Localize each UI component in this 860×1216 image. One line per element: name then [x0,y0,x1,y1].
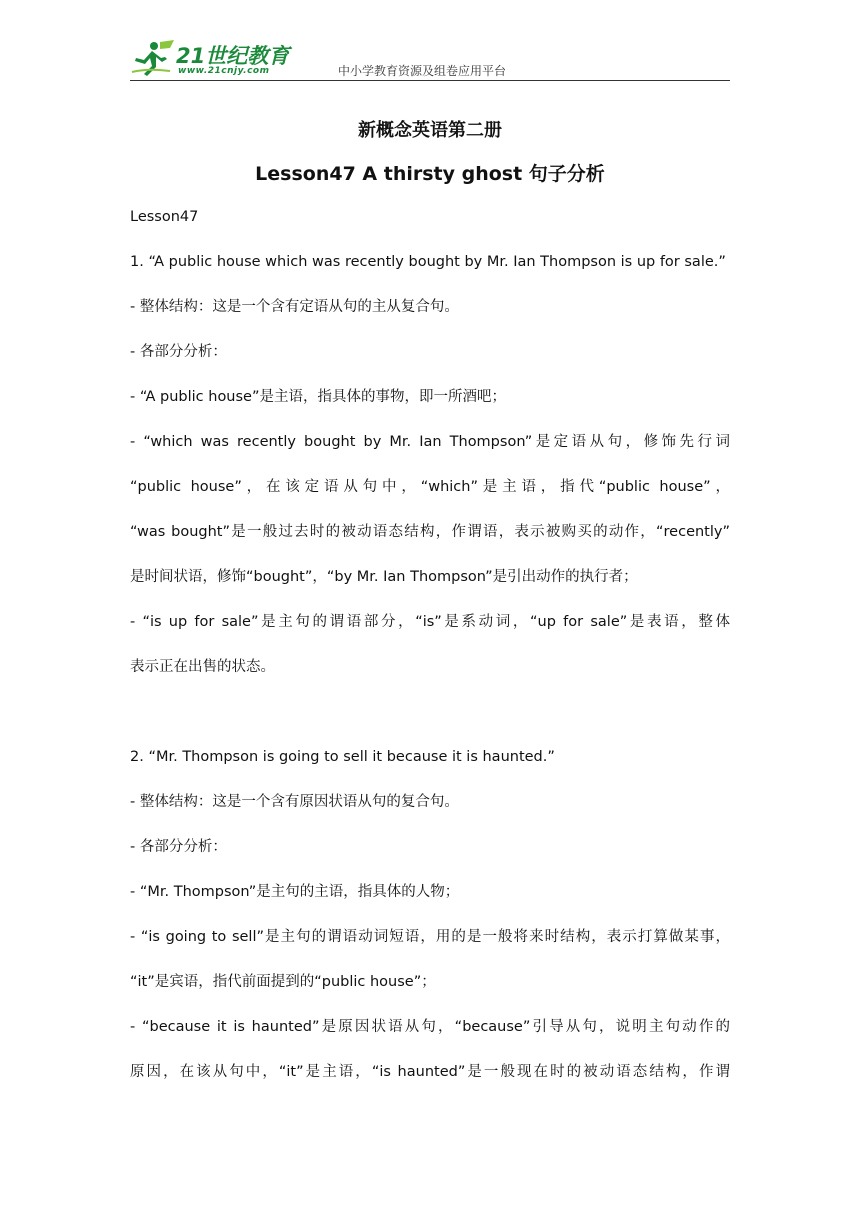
document-subtitle: Lesson47 A thirsty ghost 句子分析 [255,163,605,185]
paragraph-line: - “Mr. Thompson”是主句的主语，指具体的人物； [130,884,460,900]
paragraph-line: - “because it is haunted”是原因状语从句，“because”引导从句，说明主句动作的 [130,1019,730,1035]
paragraph-line: “was bought”是一般过去时的被动语态结构，作谓语，表示被购买的动作，“recently” [130,524,730,540]
logo-text: 21世纪教育 [176,44,290,68]
paragraph-line: - “which was recently bought by Mr. Ian Thompson”是定语从句，修饰先行词 [130,434,730,450]
paragraph-line: - 整体结构：这是一个含有定语从句的主从复合句。 [130,299,459,315]
paragraph-line: - 各部分分析： [130,344,227,360]
page-header [130,36,730,81]
runner-logo-icon [130,38,178,78]
paragraph-line: - “is up for sale”是主句的谓语部分，“is”是系动词，“up for sale”是表语，整体 [130,614,730,630]
paragraph-line: 原因，在该从句中，“it”是主语，“is haunted”是一般现在时的被动语态结构，作谓 [130,1064,730,1080]
logo-url: www.21cnjy.com [178,66,270,76]
paragraph-line: “public house”，在该定语从句中，“which”是主语，指代“public house”， [130,479,730,495]
sentence-1: 1. “A public house which was recently bought by Mr. Ian Thompson is up for sale.” [130,254,726,270]
paragraph-line: - 整体结构：这是一个含有原因状语从句的复合句。 [130,794,459,810]
paragraph-line: 表示正在出售的状态。 [130,659,275,675]
paragraph-line: 是时间状语，修饰“bought”，“by Mr. Ian Thompson”是引出动作的执行者； [130,569,638,585]
platform-name: 中小学教育资源及组卷应用平台 [338,64,507,78]
paragraph-line: - “A public house”是主语，指具体的事物，即一所酒吧； [130,389,506,405]
document-title: 新概念英语第二册 [358,120,502,141]
logo [130,38,300,78]
sentence-2: 2. “Mr. Thompson is going to sell it because it is haunted.” [130,749,555,765]
lesson-label: Lesson47 [130,209,199,225]
paragraph-line: - 各部分分析： [130,839,227,855]
paragraph-line: “it”是宾语，指代前面提到的“public house”； [130,974,436,990]
paragraph-line: - “is going to sell”是主句的谓语动词短语，用的是一般将来时结构，表示打算做某事， [130,929,730,945]
